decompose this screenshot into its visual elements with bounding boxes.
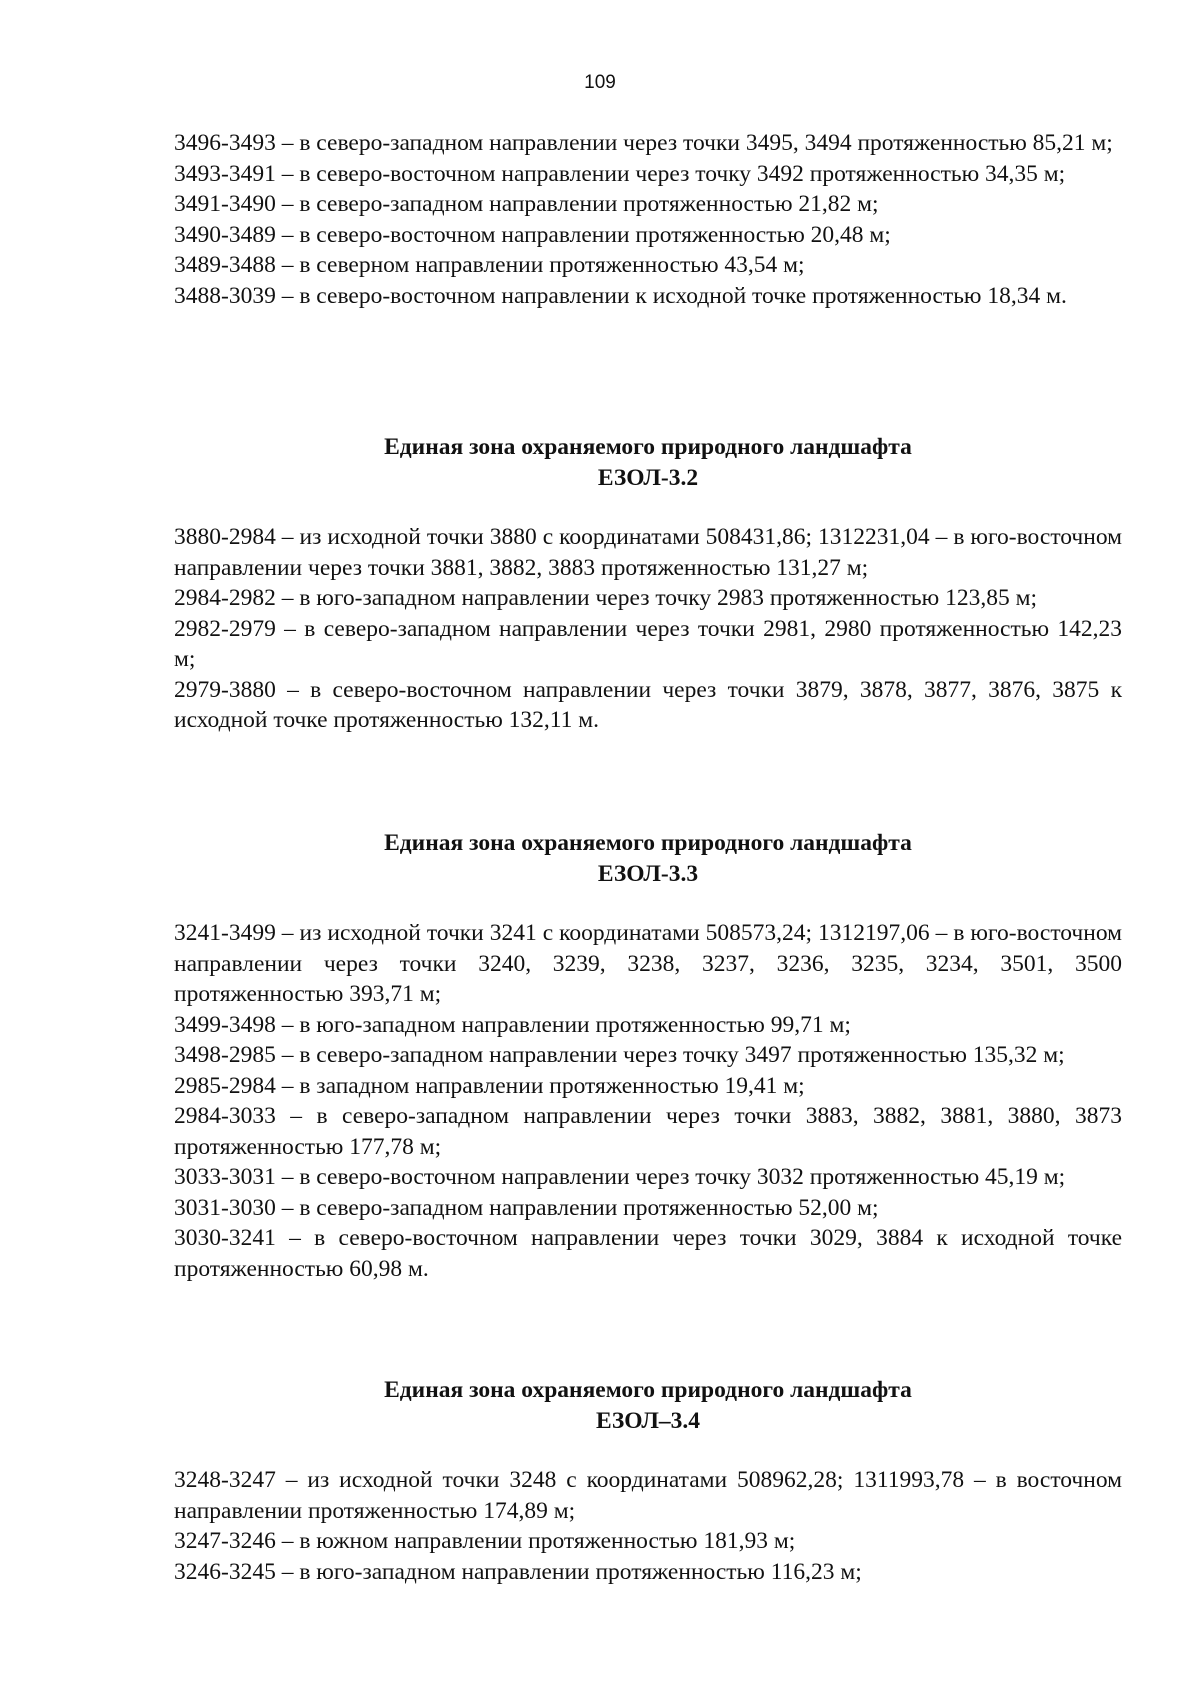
boundary-segment: 3246-3245 – в юго-западном направлении протяженностью 116,23 м; bbox=[174, 1558, 862, 1585]
section-3-body bbox=[174, 918, 1122, 1284]
boundary-segment: 3490-3489 – в северо-восточном направлении протяженностью 20,48 м; bbox=[174, 221, 891, 248]
boundary-segment: 3489-3488 – в северном направлении протяженностью 43,54 м; bbox=[174, 252, 805, 278]
page-number: 109 bbox=[584, 72, 616, 93]
boundary-segment: 2985-2984 – в западном направлении протяженностью 19,41 м; bbox=[174, 1072, 805, 1099]
section-4-heading bbox=[174, 1375, 1122, 1436]
boundary-segment: 3031-3030 – в северо-западном направлении протяженностью 52,00 м; bbox=[174, 1194, 879, 1221]
section-2-body bbox=[174, 522, 1122, 736]
zone-code: ЕЗОЛ–3.4 bbox=[595, 1407, 701, 1434]
boundary-segment: 3493-3491 – в северо-восточном направлении через точку 3492 протяженностью 34,35 м; bbox=[174, 160, 1066, 187]
boundary-segment: 3248-3247 – из исходной точки 3248 с координатами 508962,28; 1311993,78 – в восточном направлении протяженностью 174,89 м; bbox=[174, 1467, 1122, 1524]
boundary-segment: 3247-3246 – в южном направлении протяженностью 181,93 м; bbox=[174, 1528, 796, 1554]
boundary-segment: 3499-3498 – в юго-западном направлении протяженностью 99,71 м; bbox=[174, 1011, 851, 1038]
section-2-heading bbox=[174, 432, 1122, 493]
section-3-heading bbox=[174, 828, 1122, 889]
boundary-segment: 3030-3241 – в северо-восточном направлении через точки 3029, 3884 к исходной точке протяженностью 60,98 м. bbox=[174, 1225, 1122, 1282]
zone-title: Единая зона охраняемого природного ландшафта bbox=[384, 434, 912, 460]
boundary-segment: 2979-3880 – в северо-восточном направлении через точки 3879, 3878, 3877, 3876, 3875 к исходной точке протяженностью 132,11 м. bbox=[174, 676, 1122, 733]
zone-code: ЕЗОЛ-3.3 bbox=[597, 860, 699, 887]
zone-title: Единая зона охраняемого природного ландшафта bbox=[384, 1377, 912, 1403]
zone-title: Единая зона охраняемого природного ландшафта bbox=[384, 830, 912, 856]
section-1-body bbox=[174, 128, 1122, 311]
boundary-segment: 3241-3499 – из исходной точки 3241 с координатами 508573,24; 1312197,06 – в юго-восточном направлении через точки 3240, 3239, 3238, 3237, 3236, 3235, 3234, 3501, 3500 протяженностью 393,71 м; bbox=[174, 920, 1122, 1007]
boundary-segment: 3033-3031 – в северо-восточном направлении через точку 3032 протяженностью 45,19 м; bbox=[174, 1164, 1066, 1190]
boundary-segment: 2984-2982 – в юго-западном направлении через точку 2983 протяженностью 123,85 м; bbox=[174, 585, 1037, 611]
boundary-segment: 3488-3039 – в северо-восточном направлении к исходной точке протяженностью 18,34 м. bbox=[174, 282, 1067, 309]
section-4-body bbox=[174, 1465, 1122, 1587]
boundary-segment: 2982-2979 – в северо-западном направлении через точки 2981, 2980 протяженностью 142,23 м; bbox=[174, 615, 1122, 672]
boundary-segment: 3496-3493 – в северо-западном направлении через точки 3495, 3494 протяженностью 85,21 м; bbox=[174, 130, 1113, 156]
boundary-segment: 3498-2985 – в северо-западном направлении через точку 3497 протяженностью 135,32 м; bbox=[174, 1042, 1065, 1068]
boundary-segment: 2984-3033 – в северо-западном направлении через точки 3883, 3882, 3881, 3880, 3873 протяженностью 177,78 м; bbox=[174, 1103, 1122, 1160]
boundary-segment: 3491-3490 – в северо-западном направлении протяженностью 21,82 м; bbox=[174, 191, 879, 217]
boundary-segment: 3880-2984 – из исходной точки 3880 с координатами 508431,86; 1312231,04 – в юго-восточном направлении через точки 3881, 3882, 3883 протяженностью 131,27 м; bbox=[174, 524, 1122, 581]
zone-code: ЕЗОЛ-3.2 bbox=[597, 464, 699, 491]
